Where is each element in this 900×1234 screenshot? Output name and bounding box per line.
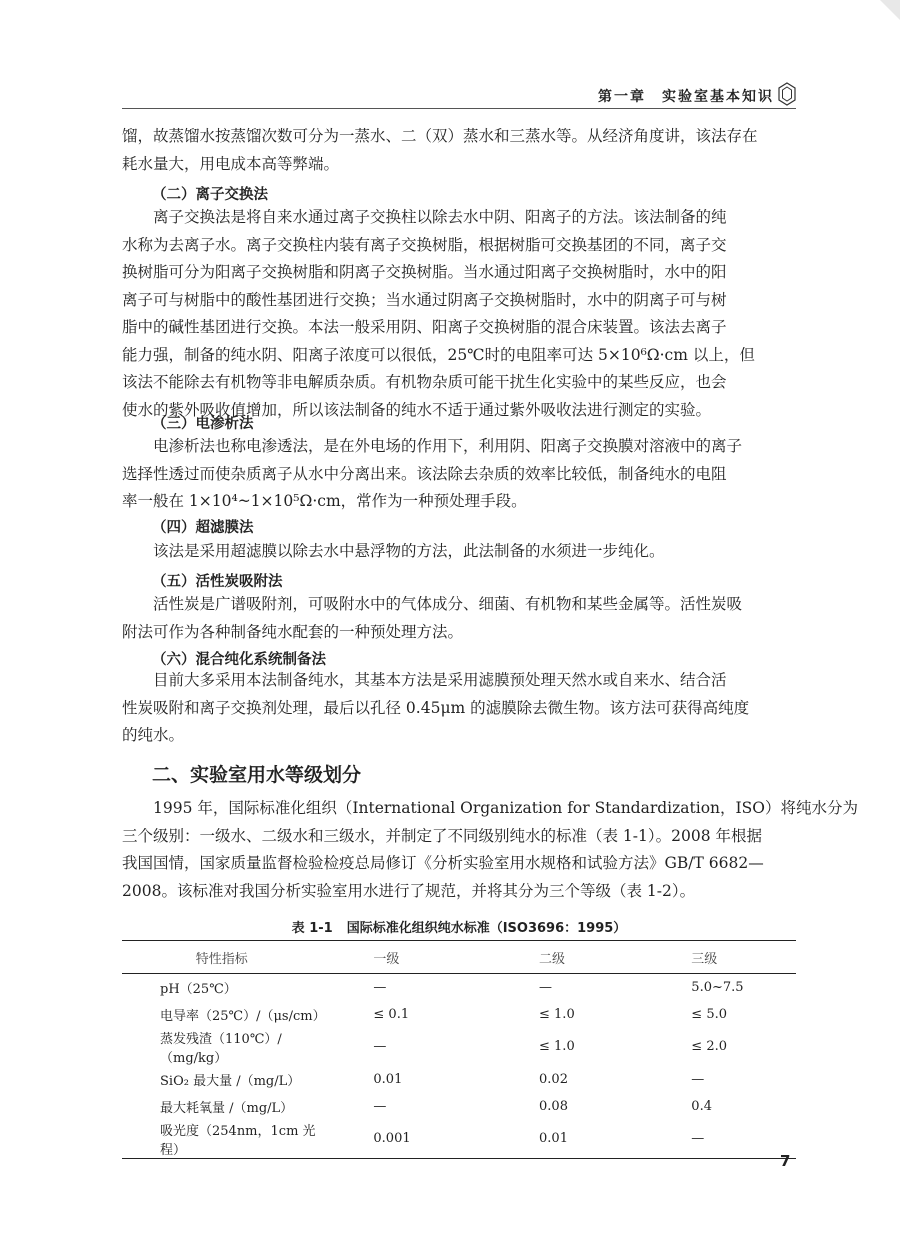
table-header-row bbox=[122, 941, 796, 974]
table-cell: 0.4 bbox=[691, 1098, 712, 1114]
table-row bbox=[122, 1066, 796, 1093]
subheading-mixed-purification: （六）混合纯化系统制备法 bbox=[152, 652, 326, 668]
table-caption-title: 国际标准化组织纯水标准（ISO3696：1995） bbox=[346, 921, 627, 936]
subheading-electrodialysis: （三）电渗析法 bbox=[152, 416, 254, 432]
text-line: 水称为去离子水。离子交换柱内装有离子交换树脂，根据树脂可交换基团的不同，离子交 bbox=[122, 235, 727, 254]
table-row bbox=[122, 1001, 796, 1028]
text-line: 馏，故蒸馏水按蒸馏次数可分为一蒸水、二（双）蒸水和三蒸水等。从经济角度讲，该法存在 bbox=[122, 127, 758, 145]
text-line: 三个级别：一级水、二级水和三级水，并制定了不同级别纯水的标准（表 1-1）。2008 年根据 bbox=[122, 826, 763, 845]
table-cell: pH（25℃） bbox=[160, 981, 237, 997]
hexagon-emblem-icon bbox=[778, 82, 796, 106]
table-cell: 电导率（25℃）/（μs/cm） bbox=[160, 1008, 326, 1024]
table-caption bbox=[122, 917, 796, 936]
table-row bbox=[122, 1120, 796, 1159]
table-cell: — bbox=[691, 1131, 705, 1146]
paragraph-mixed-purification bbox=[122, 667, 796, 750]
text-line: 耗水量大，用电成本高等弊端。 bbox=[122, 154, 340, 173]
section-heading-water-grades: 二、实验室用水等级划分 bbox=[152, 764, 362, 786]
text-line: 换树脂可分为阳离子交换树脂和阴离子交换树脂。当水通过阳离子交换树脂时，水中的阳 bbox=[122, 263, 727, 281]
paragraph-ion-exchange bbox=[122, 204, 796, 424]
table-cell: — bbox=[373, 1039, 387, 1054]
header-rule bbox=[122, 108, 796, 109]
table-cell: ≤ 1.0 bbox=[539, 1039, 575, 1054]
text-line: 附法可作为各种制备纯水配套的一种预处理方法。 bbox=[122, 622, 464, 641]
subheading-ultrafiltration: （四）超滤膜法 bbox=[152, 520, 254, 536]
purity-standard-table bbox=[122, 940, 796, 1159]
table-cell: ≤ 5.0 bbox=[691, 1006, 727, 1022]
column-header: 二级 bbox=[539, 951, 566, 967]
table-cell: SiO₂ 最大量 /（mg/L） bbox=[160, 1073, 301, 1089]
text-line: 的纯水。 bbox=[122, 726, 185, 744]
table-cell: ≤ 2.0 bbox=[691, 1039, 727, 1054]
running-header: 第一章 实验室基本知识 bbox=[598, 89, 774, 105]
text-line: 离子可与树脂中的酸性基团进行交换；当水通过阴离子交换树脂时，水中的阴离子可与树 bbox=[122, 290, 727, 309]
table-cell: 0.02 bbox=[539, 1071, 568, 1087]
paragraph-distillation-end bbox=[122, 123, 796, 178]
paragraph-water-grades bbox=[122, 795, 858, 905]
table-row bbox=[122, 974, 796, 1001]
table-cell: 0.01 bbox=[539, 1131, 568, 1146]
page-number: 7 bbox=[780, 1152, 791, 1170]
text-line: 我国国情，国家质量监督检验检疫总局修订《分析实验室用水规格和试验方法》GB/T 6682— bbox=[122, 854, 764, 872]
table-cell: 最大耗氧量 /（mg/L） bbox=[160, 1100, 294, 1116]
text-line: 目前大多采用本法制备纯水，其基本方法是采用滤膜预处理天然水或自来水、结合活 bbox=[153, 671, 727, 689]
column-header: 一级 bbox=[373, 951, 400, 967]
text-line: 能力强，制备的纯水阴、阳离子浓度可以很低，25℃时的电阻率可达 5×10⁶Ω·cm 以上，但 bbox=[122, 345, 755, 364]
column-header: 三级 bbox=[691, 951, 718, 967]
text-line: 性炭吸附和离子交换剂处理，最后以孔径 0.45μm 的滤膜除去微生物。该方法可获得高纯度 bbox=[122, 698, 750, 717]
text-line: 脂中的碱性基团进行交换。本法一般采用阴、阳离子交换树脂的混合床装置。该法去离子 bbox=[122, 318, 727, 336]
text-line: 使水的紫外吸收值增加，所以该法制备的纯水不适于通过紫外吸收法进行测定的实验。 bbox=[122, 400, 712, 419]
table-row bbox=[122, 1093, 796, 1120]
table-cell: 5.0~7.5 bbox=[691, 979, 744, 995]
table-cell: — bbox=[539, 979, 553, 995]
paragraph-ultrafiltration bbox=[122, 538, 796, 566]
text-line: 率一般在 1×10⁴~1×10⁵Ω·cm，常作为一种预处理手段。 bbox=[122, 492, 527, 510]
table-cell: — bbox=[691, 1071, 705, 1087]
table-cell: 蒸发残渣（110℃）/（mg/kg） bbox=[160, 1031, 282, 1066]
table-row bbox=[122, 1028, 796, 1066]
text-line: 该法不能除去有机物等非电解质杂质。有机物杂质可能干扰生化实验中的某些反应，也会 bbox=[122, 373, 727, 391]
table-cell: 0.01 bbox=[373, 1071, 403, 1087]
subheading-ion-exchange: （二）离子交换法 bbox=[152, 187, 268, 203]
table-cell: 0.08 bbox=[539, 1098, 568, 1114]
corner-fold-mark bbox=[880, 0, 900, 20]
paragraph-electrodialysis bbox=[122, 433, 796, 516]
table-cell: 吸光度（254nm，1cm 光程） bbox=[160, 1123, 316, 1158]
table-cell: ≤ 0.1 bbox=[373, 1006, 410, 1022]
table-cell: 0.001 bbox=[373, 1131, 411, 1146]
text-line: 选择性透过而使杂质离子从水中分离出来。该法除去杂质的效率比较低，制备纯水的电阻 bbox=[122, 464, 727, 483]
text-line: 活性炭是广谱吸附剂，可吸附水中的气体成分、细菌、有机物和某些金属等。活性炭吸 bbox=[153, 595, 743, 613]
paragraph-activated-carbon bbox=[122, 591, 796, 646]
text-line: 电渗析法也称电渗透法，是在外电场的作用下，利用阴、阳离子交换膜对溶液中的离子 bbox=[153, 437, 743, 455]
text-line: 1995 年，国际标准化组织（International Organization for Standardization，ISO）将纯水分为 bbox=[153, 799, 858, 817]
text-line: 该法是采用超滤膜以除去水中悬浮物的方法，此法制备的水须进一步纯化。 bbox=[153, 542, 665, 560]
table-cell: ≤ 1.0 bbox=[539, 1006, 575, 1022]
column-header: 特性指标 bbox=[195, 951, 248, 967]
table-caption-number: 表 1-1 bbox=[291, 921, 333, 936]
text-line: 2008。该标准对我国分析实验室用水进行了规范，并将其分为三个等级（表 1-2）。 bbox=[122, 881, 696, 900]
subheading-activated-carbon: （五）活性炭吸附法 bbox=[152, 574, 283, 590]
text-line: 离子交换法是将自来水通过离子交换柱以除去水中阴、阳离子的方法。该法制备的纯 bbox=[153, 208, 727, 226]
table-cell: — bbox=[373, 1098, 387, 1114]
table-cell: — bbox=[373, 979, 387, 995]
